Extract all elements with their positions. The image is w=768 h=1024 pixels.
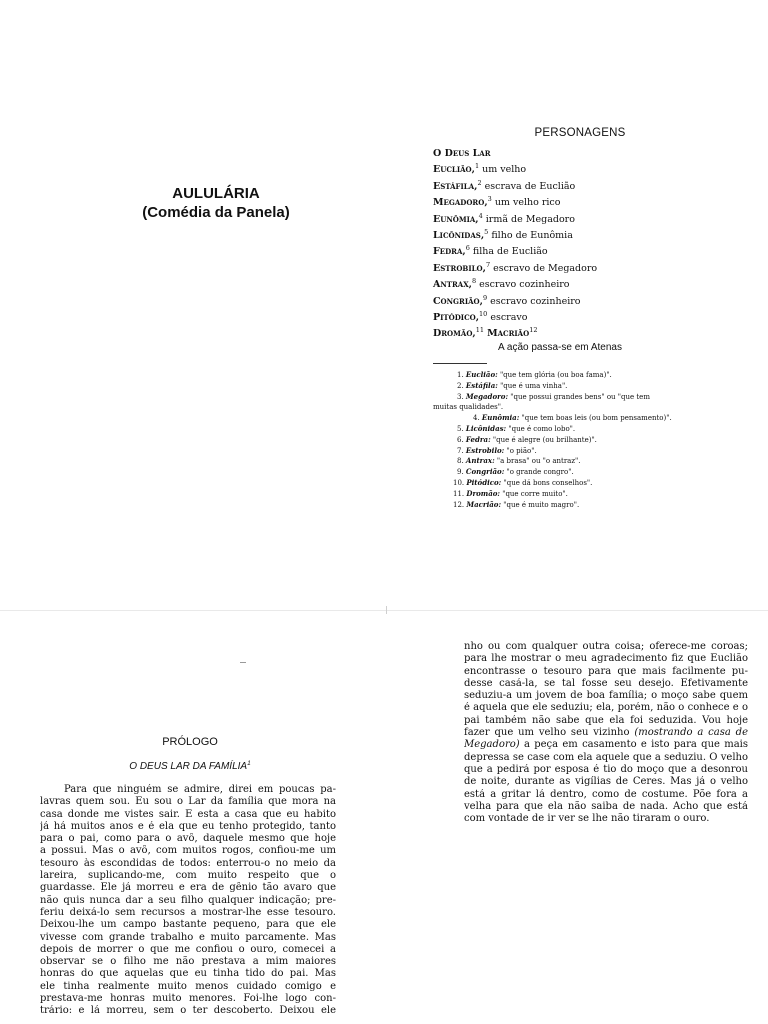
text-line: lavras quem sou. Eu sou o Lar da família que mora na xyxy=(40,796,336,808)
footnote-item: 3. Megadoro: "que possui grandes bens" ou "que tem xyxy=(457,391,650,401)
text-line: tesouro às escondidas de todos: enterrou-o no meio da xyxy=(40,857,336,869)
footnote-item: muitas qualidades". xyxy=(433,403,504,412)
prologue-text-left xyxy=(40,784,336,1018)
character-row: Dromão,$^{11}$ Macrião$^{12}$ xyxy=(433,326,538,340)
text-line: a possui. Mas o avô, com muitos rogos, confiou-me um xyxy=(40,845,336,857)
page-divider xyxy=(0,610,768,611)
prologue-subtitle: O DEUS LAR DA FAMÍLIA$^1$ xyxy=(129,760,251,772)
text-line: para o pai, como para o avô, daquele mesmo que hoje xyxy=(40,833,336,845)
text-line: Para que ninguém se admire, direi em poucas pa- xyxy=(64,784,336,795)
text-line: feriu deixá-lo sem recursos a mostrar-lhe esse tesouro. xyxy=(40,906,336,918)
page-fold-mark xyxy=(386,606,387,614)
character-row: Congrião,$^9$ escravo cozinheiro xyxy=(433,293,581,307)
character-row: Pitódico,$^{10}$ escravo xyxy=(433,310,528,324)
margin-mark xyxy=(240,662,246,663)
footnote-item: 5. Licônidas: "que é como lobo". xyxy=(457,423,576,433)
text-line: fazer que um velho seu vizinho (mostrando a casa de xyxy=(464,727,748,739)
footnote-item: 9. Congrião: "o grande congro". xyxy=(457,467,574,477)
footnote-item: 12. Macrião: "que é muito magro". xyxy=(453,499,580,509)
character-row: Antrax,$^8$ escravo cozinheiro xyxy=(433,277,570,291)
character-row: Eunômia,$^4$ irmã de Megadoro xyxy=(433,211,575,225)
character-row: Estáfila,$^2$ escrava de Euclião xyxy=(433,178,576,192)
text-line: depois de morrer o que me confiou o ouro, comecei a xyxy=(40,943,336,955)
character-row: Estrobilo,$^7$ escravo de Megadoro xyxy=(433,260,598,274)
footnote-item: 6. Fedra: "que é alegre (ou brilhante)". xyxy=(457,434,597,444)
text-line: prestava-me honras muito menores. Foi-lhe logo con- xyxy=(40,993,336,1005)
text-line: casa donde me vistes sair. É esta a casa que eu habito xyxy=(40,808,336,820)
character-row: O Deus Lar xyxy=(433,148,491,159)
text-line: que a pedirá por esposa é tio do moço que a desonrou xyxy=(464,763,748,775)
text-line: nho ou com qualquer outra coisa; oferece-me coroas; xyxy=(464,641,748,652)
setting-note: A ação passa-se em Atenas xyxy=(498,342,622,353)
personagens-heading: PERSONAGENS xyxy=(534,127,626,139)
text-line: honras do que aquelas que eu tinha tido do pai. Mas xyxy=(40,968,336,980)
text-line: seduziu-a um jovem de boa família; o moço sabe quem xyxy=(464,690,748,702)
text-line: é aquela que ele seduziu; ela, porém, não o conhece e o xyxy=(464,702,748,714)
text-line: pai também não sabe que ela foi seduzida. Vou hoje xyxy=(464,714,748,726)
text-line: não quis nunca dar a seu filho qualquer indicação; pre- xyxy=(40,894,336,906)
play-title-block xyxy=(108,184,324,222)
character-row: Licônidas,$^5$ filho de Eunômia xyxy=(433,228,573,242)
footnotes xyxy=(433,370,713,510)
text-line: com vontade de ir ver se lhe não tiraram o ouro. xyxy=(464,813,710,825)
character-row: Fedra,$^6$ filha de Euclião xyxy=(433,244,548,258)
text-line: vivesse com grande trabalho e muito parcamente. Mas xyxy=(40,931,336,943)
text-line: Deixou-lhe um campo bastante pequeno, para que ele xyxy=(40,919,336,931)
text-line: desse casá-la, se tal fosse seu desejo. Efetivamente xyxy=(464,677,748,689)
text-line: Megadoro) a peça em casamento e isto para que mais xyxy=(464,739,748,751)
footnote-item: 11. Dromão: "que corre muito". xyxy=(453,488,568,498)
text-line: trário: e lá morreu, sem o ter descoberto. Deixou ele xyxy=(40,1005,336,1017)
footnote-item: 8. Antrax: "a brasa" ou "o antraz". xyxy=(457,456,581,466)
text-line: está a gritar lá dentro, como de costume. Põe fora a xyxy=(464,788,748,800)
play-subtitle: (Comédia da Panela) xyxy=(142,204,290,221)
footnote-item: 1. Euclião: "que tem glória (ou boa fama)". xyxy=(457,370,612,379)
prologue-text-right xyxy=(464,641,748,825)
character-row: Euclião,$^1$ um velho xyxy=(433,162,527,176)
text-line: ele tinha realmente muito menos cuidado comigo e xyxy=(40,980,336,992)
text-line: lareira, suplicando-me, com muito respeito que o xyxy=(40,870,336,882)
text-line: encontrasse o tesouro para que mais facilmente pu- xyxy=(464,665,748,677)
character-list xyxy=(433,146,733,343)
text-line: já há muitos anos e é ela que eu tenho protegido, tanto xyxy=(40,820,336,832)
play-title: AULULÁRIA xyxy=(172,185,260,202)
prologue-heading: PRÓLOGO xyxy=(162,736,218,748)
text-line: para lhe mostrar o meu agradecimento fiz que Euclião xyxy=(464,653,748,665)
text-line: observar se o filho me não prestava a mim maiores xyxy=(40,956,336,968)
text-line: depressa se case com ela aquele que a seduziu. O velho xyxy=(464,751,748,763)
footnote-item: 10. Pitódico: "que dá bons conselhos". xyxy=(453,477,593,487)
character-row: Megadoro,$^3$ um velho rico xyxy=(433,195,561,209)
text-line: velha para que ela não saiba de nada. Acho que está xyxy=(464,800,748,812)
footnote-item: 4. Eunômia: "que tem boas leis (ou bom pensamento)". xyxy=(473,413,672,423)
text-line: de noite, durante as vigílias de Ceres. Mas já o velho xyxy=(464,776,748,788)
text-line: guardasse. Ele já morreu e era de gênio tão avaro que xyxy=(40,882,336,894)
footnote-item: 7. Estrobilo: "o pião". xyxy=(457,445,537,455)
footnote-separator xyxy=(433,363,487,364)
footnote-item: 2. Estáfila: "que é uma vinha". xyxy=(457,380,568,390)
